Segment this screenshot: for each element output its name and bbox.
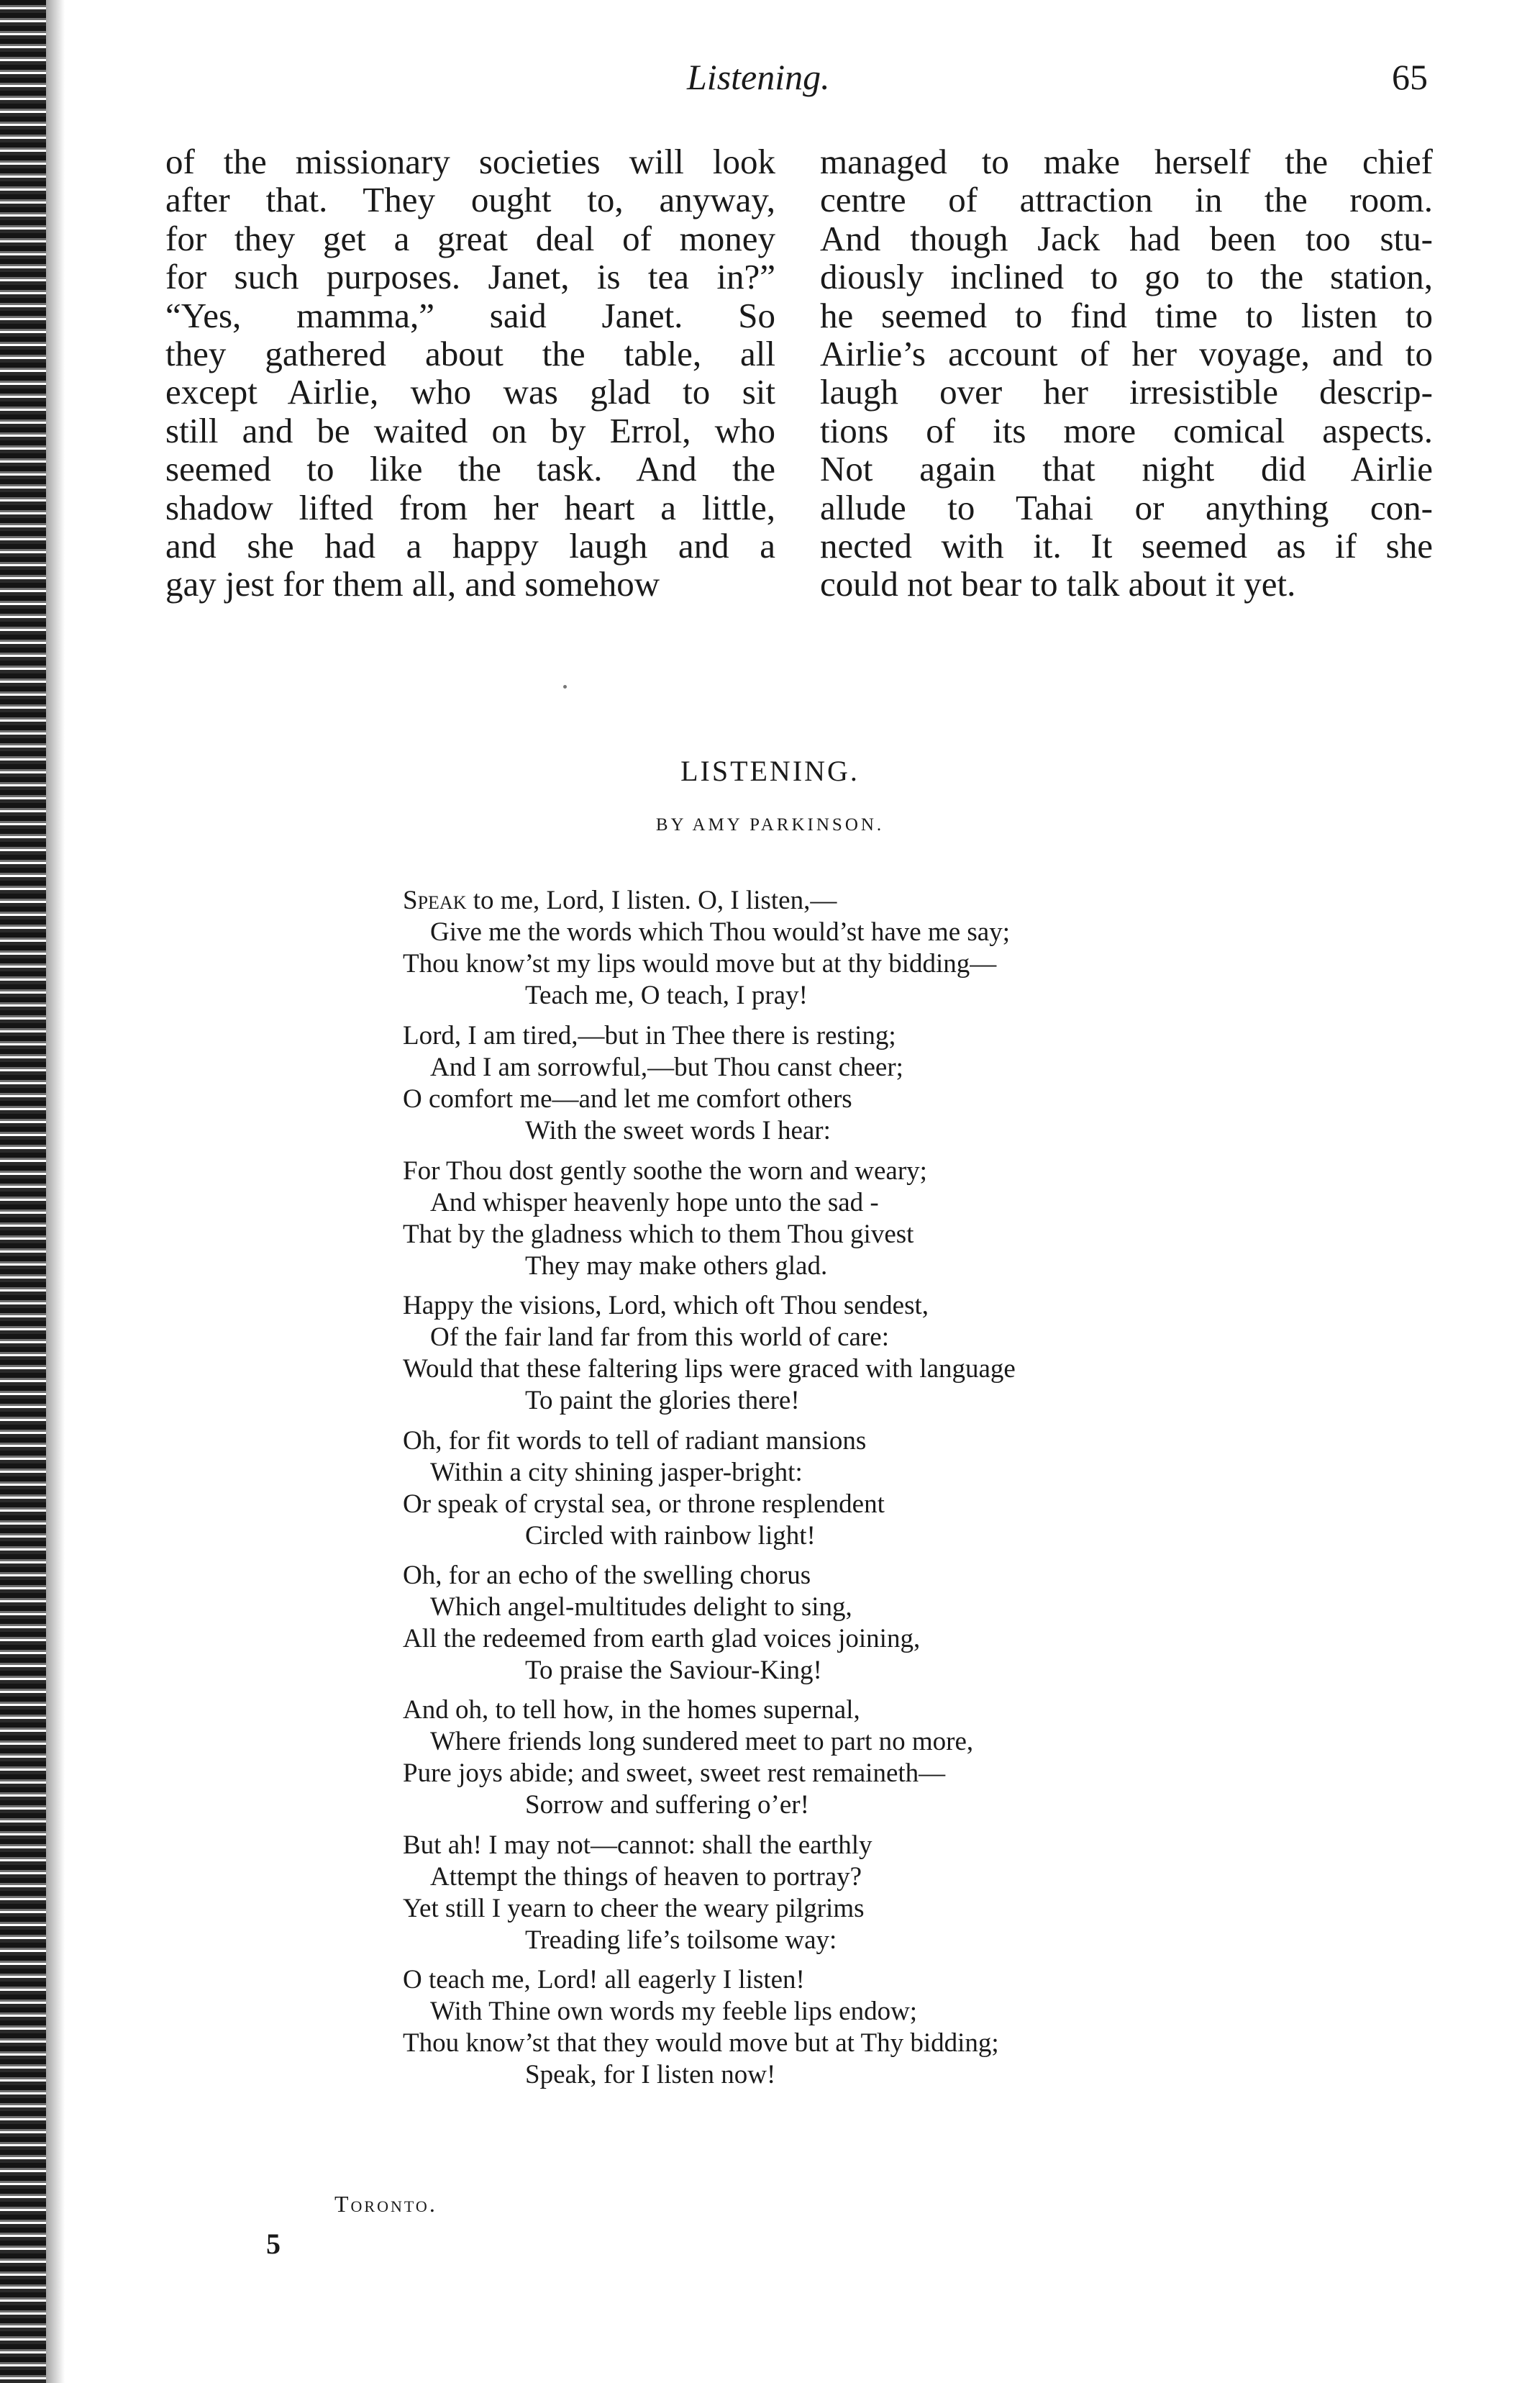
prose-line: allude to Tahai or anything con-: [820, 487, 1433, 527]
poem-line: Happy the visions, Lord, which oft Thou sendest,: [403, 1291, 929, 1320]
poem-line: Within a city shining jasper-bright:: [430, 1458, 803, 1487]
poem-line: To praise the Saviour-King!: [525, 1656, 822, 1685]
prose-line: after that. They ought to, anyway,: [165, 180, 775, 220]
prose-line: nected with it. It seemed as if she: [820, 525, 1433, 566]
poem-line: Of the fair land far from this world of care:: [430, 1322, 889, 1352]
poem-line: And I am sorrowful,—but Thou canst cheer;: [430, 1053, 903, 1082]
poem-line: And oh, to tell how, in the homes supernal,: [403, 1695, 860, 1725]
prose-line: for such purposes. Janet, is tea in?”: [165, 257, 775, 297]
prose-line: he seemed to find time to listen to: [820, 295, 1433, 335]
prose-line: shadow lifted from her heart a little,: [165, 487, 775, 527]
book-binding-edge: [0, 0, 46, 2383]
poem-line: O comfort me—and let me comfort others: [403, 1084, 852, 1114]
poem-line: O teach me, Lord! all eagerly I listen!: [403, 1965, 805, 1994]
poem-stanza: [403, 1290, 1016, 1417]
poem-line: Sorrow and suffering o’er!: [525, 1790, 809, 1820]
prose-line: for they get a great deal of money: [165, 218, 775, 258]
poem-stanza: [403, 1830, 872, 1956]
poem-author: BY AMY PARKINSON.: [655, 815, 885, 835]
poem-line: Would that these faltering lips were graced with language: [403, 1354, 1016, 1384]
prose-line: still and be waited on by Errol, who: [165, 410, 775, 450]
poem-line: Speak to me, Lord, I listen. O, I listen,—: [403, 886, 837, 915]
running-header-title: Listening.: [687, 57, 830, 97]
poem-line: For Thou dost gently soothe the worn and weary;: [403, 1156, 927, 1186]
poem-line: Oh, for fit words to tell of radiant mansions: [403, 1426, 867, 1456]
prose-line: tions of its more comical aspects.: [820, 410, 1433, 450]
poem-line: Thou know’st my lips would move but at thy bidding—: [403, 949, 997, 979]
poem-line: Circled with rainbow light!: [525, 1521, 816, 1551]
poem-stanza: [403, 1694, 973, 1821]
prose-column-right: [820, 142, 1433, 604]
prose-column-left: [165, 142, 775, 604]
page-number: 65: [1392, 57, 1428, 97]
poem-line: Attempt the things of heaven to portray?: [430, 1862, 862, 1892]
poem-line: With the sweet words I hear:: [525, 1116, 831, 1145]
poem-line: Thou know’st that they would move but at Thy bidding;: [403, 2028, 999, 2058]
decorative-dot: [563, 685, 567, 689]
poem-stanza: [403, 885, 1010, 1012]
prose-line: Not again that night did Airlie: [820, 449, 1433, 489]
prose-line: except Airlie, who was glad to sit: [165, 372, 775, 412]
poem-line: Where friends long sundered meet to part no more,: [430, 1727, 974, 1756]
prose-line: “Yes, mamma,” said Janet. So: [165, 295, 775, 335]
poem-line: Speak, for I listen now!: [525, 2060, 776, 2089]
poem-line: But ah! I may not—cannot: shall the earthly: [403, 1830, 872, 1860]
poem-line: Or speak of crystal sea, or throne resplendent: [403, 1489, 885, 1519]
poem-line: Teach me, O teach, I pray!: [525, 981, 808, 1010]
poem-line: Which angel-multitudes delight to sing,: [430, 1592, 852, 1622]
poem-stanza: [403, 1560, 920, 1687]
poem-line: Oh, for an echo of the swelling chorus: [403, 1561, 811, 1590]
poem-line: They may make others glad.: [525, 1251, 828, 1281]
poem-line: Yet still I yearn to cheer the weary pilgrims: [403, 1894, 865, 1923]
prose-line: laugh over her irresistible descrip-: [820, 372, 1433, 412]
poem-line: Pure joys abide; and sweet, sweet rest remaineth—: [403, 1758, 946, 1788]
prose-line: managed to make herself the chief: [820, 142, 1433, 181]
prose-line: And though Jack had been too stu-: [820, 218, 1433, 258]
prose-line: gay jest for them all, and somehow: [165, 564, 660, 604]
poem-line: With Thine own words my feeble lips endow;: [430, 1997, 918, 2026]
poem-signature: Toronto.: [334, 2191, 437, 2217]
poem-stanza: [403, 1425, 885, 1552]
poem-line: Lord, I am tired,—but in Thee there is resting;: [403, 1021, 896, 1050]
prose-line: of the missionary societies will look: [165, 142, 775, 181]
prose-line: and she had a happy laugh and a: [165, 525, 775, 566]
poem-line: All the redeemed from earth glad voices joining,: [403, 1624, 921, 1653]
prose-line: could not bear to talk about it yet.: [820, 564, 1296, 604]
prose-line: Airlie’s account of her voyage, and to: [820, 333, 1433, 373]
printer-sheet-mark: 5: [266, 2228, 281, 2260]
poem-line: Treading life’s toilsome way:: [525, 1925, 837, 1955]
poem-stanza: [403, 1964, 999, 2091]
prose-line: they gathered about the table, all: [165, 333, 775, 373]
poem-stanza: [403, 1020, 903, 1147]
poem-title: LISTENING.: [680, 755, 860, 787]
prose-line: diously inclined to go to the station,: [820, 257, 1433, 297]
poem-line: To paint the glories there!: [525, 1386, 800, 1415]
poem-line: That by the gladness which to them Thou givest: [403, 1220, 914, 1249]
poem-stanza: [403, 1156, 927, 1282]
prose-line: centre of attraction in the room.: [820, 180, 1433, 220]
prose-line: seemed to like the task. And the: [165, 449, 775, 489]
binding-shadow: [46, 0, 65, 2383]
poem-line: Give me the words which Thou would’st have me say;: [430, 917, 1010, 947]
poem-line: And whisper heavenly hope unto the sad -: [430, 1188, 879, 1217]
